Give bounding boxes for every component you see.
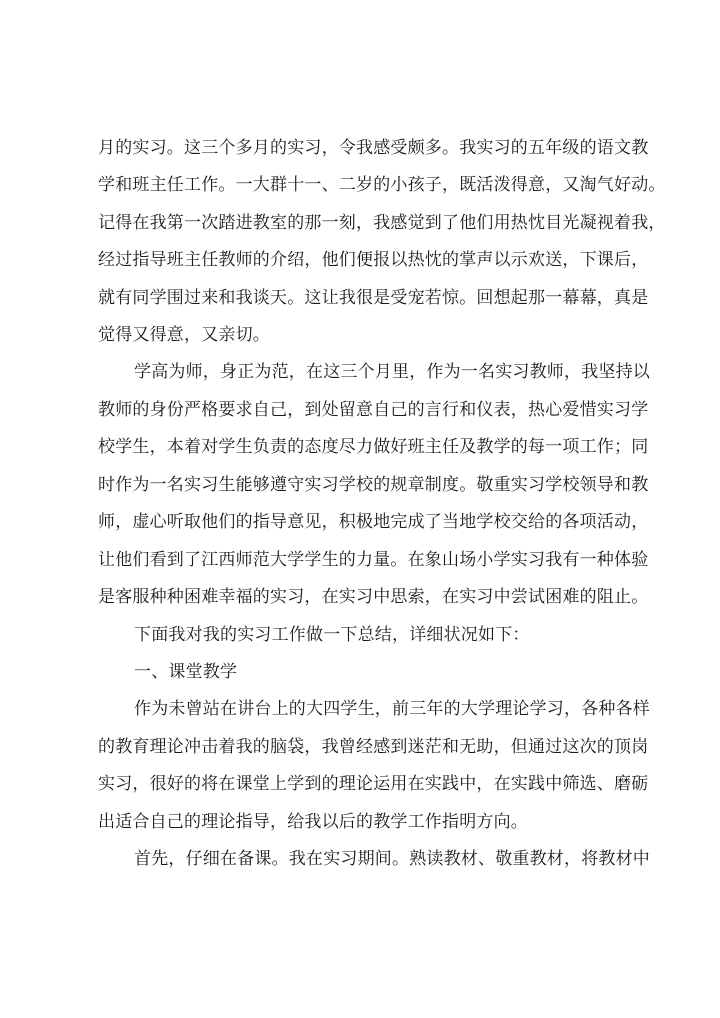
text-line: 就有同学围过来和我谈天。这让我很是受宠若惊。回想起那一幕幕，真是	[98, 288, 649, 308]
text-line: 出适合自己的理论指导，给我以后的教学工作指明方向。	[98, 812, 528, 832]
paragraph-first-line: 下面我对我的实习工作做一下总结，详细状况如下：	[134, 625, 530, 645]
text-line: 学和班主任工作。一大群十一、二岁的小孩子，既活泼得意，又淘气好动。	[98, 175, 666, 195]
section-heading: 一、课堂教学	[134, 662, 238, 682]
paragraph-first-line: 学高为师，身正为范，在这三个月里，作为一名实习教师，我坚持以	[134, 362, 650, 382]
text-line: 校学生，本着对学生负责的态度尽力做好班主任及教学的每一项工作；同	[98, 437, 649, 457]
text-line: 让他们看到了江西师范大学学生的力量。在象山场小学实习我有一种体验	[98, 550, 649, 570]
text-line: 时作为一名实习生能够遵守实习学校的规章制度。敬重实习学校领导和教	[98, 475, 649, 495]
paragraph-first-line: 作为未曾站在讲台上的大四学生，前三年的大学理论学习，各种各样	[134, 699, 650, 719]
text-line: 月的实习。这三个多月的实习，令我感受颇多。我实习的五年级的语文教	[98, 138, 649, 158]
text-line: 是客服种种困难幸福的实习，在实习中思索，在实习中尝试困难的阻止。	[98, 587, 649, 607]
paragraph-first-line: 首先，仔细在备课。我在实习期间。熟读教材、敬重教材，将教材中	[134, 849, 650, 869]
text-line: 的教育理论冲击着我的脑袋，我曾经感到迷茫和无助，但通过这次的顶岗	[98, 737, 649, 757]
text-line: 教师的身份严格要求自己，到处留意自己的言行和仪表，热心爱惜实习学	[98, 400, 649, 420]
text-line: 记得在我第一次踏进教室的那一刻，我感觉到了他们用热忱目光凝视着我，	[98, 213, 666, 233]
text-line: 经过指导班主任教师的介绍，他们便报以热忱的掌声以示欢送，下课后，	[98, 250, 649, 270]
text-line: 师，虚心听取他们的指导意见，积极地完成了当地学校交给的各项活动，	[98, 512, 649, 532]
text-line: 实习，很好的将在课堂上学到的理论运用在实践中，在实践中筛选、磨砺	[98, 774, 649, 794]
text-line: 觉得又得意，又亲切。	[98, 325, 270, 345]
